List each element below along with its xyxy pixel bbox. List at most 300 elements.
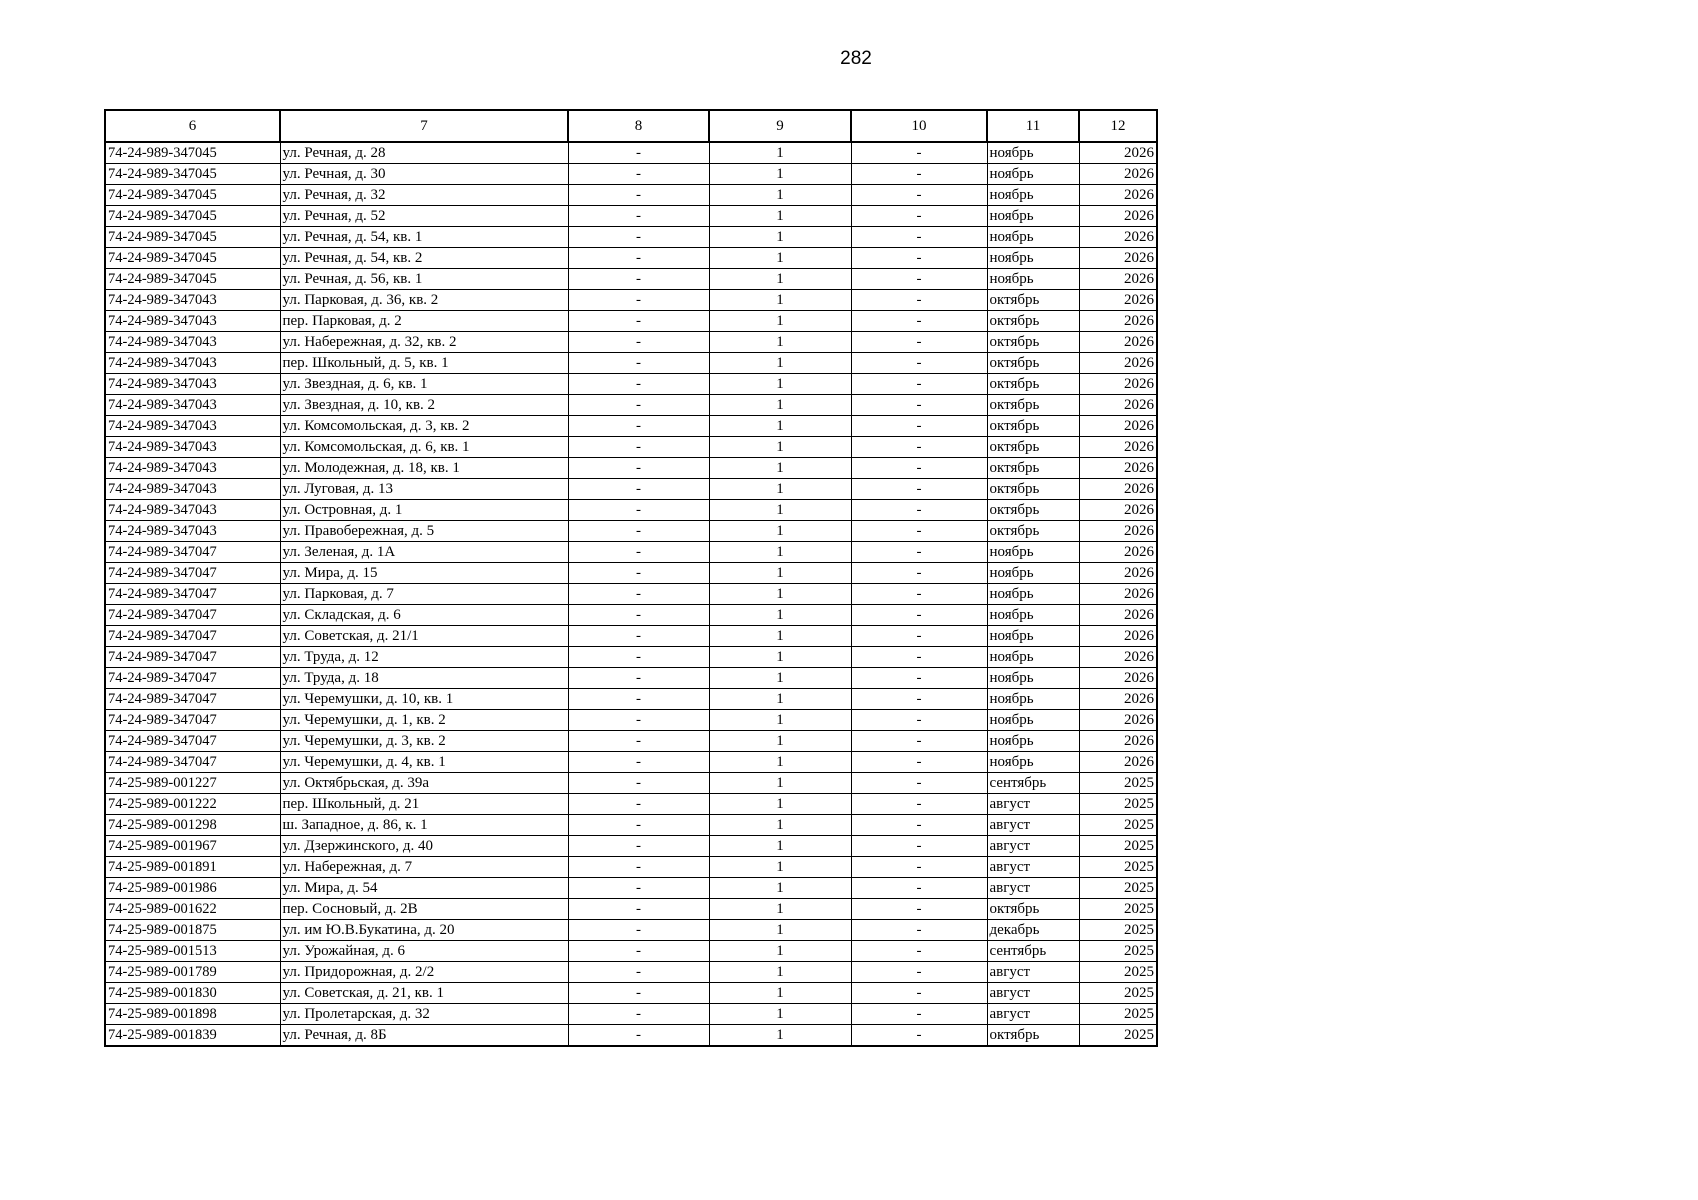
month-cell: ноябрь xyxy=(987,647,1079,668)
address-cell: ул. Складская, д. 6 xyxy=(280,605,568,626)
col-9-value-cell: 1 xyxy=(709,626,851,647)
col-9-value-cell: 1 xyxy=(709,500,851,521)
col-10-value-cell: - xyxy=(851,185,987,206)
address-cell: ул. Октябрьская, д. 39а xyxy=(280,773,568,794)
address-cell: ул. Правобережная, д. 5 xyxy=(280,521,568,542)
cadastral-number-cell: 74-24-989-347045 xyxy=(105,227,280,248)
year-cell: 2026 xyxy=(1079,458,1157,479)
col-9-value-cell: 1 xyxy=(709,878,851,899)
year-cell: 2026 xyxy=(1079,353,1157,374)
col-8-value-cell: - xyxy=(568,1004,709,1025)
col-9-value-cell: 1 xyxy=(709,794,851,815)
table-row xyxy=(105,920,1157,941)
cadastral-number-cell: 74-24-989-347043 xyxy=(105,395,280,416)
address-cell: ул. Мира, д. 54 xyxy=(280,878,568,899)
cadastral-number-cell: 74-25-989-001875 xyxy=(105,920,280,941)
address-cell: ул. Мира, д. 15 xyxy=(280,563,568,584)
address-cell: ул. Придорожная, д. 2/2 xyxy=(280,962,568,983)
table-row xyxy=(105,563,1157,584)
col-10-value-cell: - xyxy=(851,227,987,248)
address-cell: ул. Речная, д. 54, кв. 2 xyxy=(280,248,568,269)
address-cell: пер. Школьный, д. 21 xyxy=(280,794,568,815)
year-cell: 2026 xyxy=(1079,752,1157,773)
cadastral-number-cell: 74-24-989-347043 xyxy=(105,437,280,458)
table-row xyxy=(105,248,1157,269)
year-cell: 2025 xyxy=(1079,815,1157,836)
col-9-value-cell: 1 xyxy=(709,710,851,731)
header-col-9: 9 xyxy=(709,110,851,142)
address-cell: ул. Парковая, д. 7 xyxy=(280,584,568,605)
col-10-value-cell: - xyxy=(851,164,987,185)
month-cell: ноябрь xyxy=(987,269,1079,290)
cadastral-number-cell: 74-24-989-347047 xyxy=(105,626,280,647)
col-10-value-cell: - xyxy=(851,689,987,710)
table-row xyxy=(105,164,1157,185)
month-cell: август xyxy=(987,878,1079,899)
month-cell: октябрь xyxy=(987,521,1079,542)
col-8-value-cell: - xyxy=(568,332,709,353)
col-9-value-cell: 1 xyxy=(709,1004,851,1025)
col-9-value-cell: 1 xyxy=(709,584,851,605)
col-8-value-cell: - xyxy=(568,164,709,185)
cadastral-number-cell: 74-24-989-347045 xyxy=(105,142,280,164)
address-cell: ул. Советская, д. 21, кв. 1 xyxy=(280,983,568,1004)
cadastral-number-cell: 74-24-989-347043 xyxy=(105,500,280,521)
address-cell: пер. Сосновый, д. 2В xyxy=(280,899,568,920)
year-cell: 2026 xyxy=(1079,710,1157,731)
year-cell: 2026 xyxy=(1079,269,1157,290)
address-cell: ул. Набережная, д. 32, кв. 2 xyxy=(280,332,568,353)
col-8-value-cell: - xyxy=(568,479,709,500)
year-cell: 2026 xyxy=(1079,227,1157,248)
year-cell: 2026 xyxy=(1079,416,1157,437)
year-cell: 2025 xyxy=(1079,899,1157,920)
col-9-value-cell: 1 xyxy=(709,227,851,248)
cadastral-number-cell: 74-24-989-347047 xyxy=(105,605,280,626)
table-row xyxy=(105,878,1157,899)
address-cell: ул. Речная, д. 52 xyxy=(280,206,568,227)
col-10-value-cell: - xyxy=(851,668,987,689)
col-8-value-cell: - xyxy=(568,142,709,164)
table-row xyxy=(105,815,1157,836)
table-row xyxy=(105,689,1157,710)
table-row xyxy=(105,899,1157,920)
col-8-value-cell: - xyxy=(568,458,709,479)
col-9-value-cell: 1 xyxy=(709,941,851,962)
header-col-12: 12 xyxy=(1079,110,1157,142)
address-cell: ул. Речная, д. 30 xyxy=(280,164,568,185)
col-8-value-cell: - xyxy=(568,899,709,920)
col-10-value-cell: - xyxy=(851,269,987,290)
table-row xyxy=(105,437,1157,458)
col-10-value-cell: - xyxy=(851,815,987,836)
col-9-value-cell: 1 xyxy=(709,206,851,227)
table-row xyxy=(105,416,1157,437)
month-cell: ноябрь xyxy=(987,563,1079,584)
col-10-value-cell: - xyxy=(851,983,987,1004)
cadastral-number-cell: 74-25-989-001986 xyxy=(105,878,280,899)
table-row xyxy=(105,332,1157,353)
cadastral-number-cell: 74-24-989-347043 xyxy=(105,458,280,479)
col-9-value-cell: 1 xyxy=(709,437,851,458)
cadastral-number-cell: 74-24-989-347043 xyxy=(105,332,280,353)
cadastral-number-cell: 74-25-989-001222 xyxy=(105,794,280,815)
cadastral-number-cell: 74-25-989-001513 xyxy=(105,941,280,962)
year-cell: 2025 xyxy=(1079,983,1157,1004)
year-cell: 2026 xyxy=(1079,332,1157,353)
col-9-value-cell: 1 xyxy=(709,920,851,941)
col-9-value-cell: 1 xyxy=(709,836,851,857)
year-cell: 2026 xyxy=(1079,542,1157,563)
col-10-value-cell: - xyxy=(851,290,987,311)
col-9-value-cell: 1 xyxy=(709,332,851,353)
month-cell: ноябрь xyxy=(987,227,1079,248)
month-cell: август xyxy=(987,1004,1079,1025)
month-cell: сентябрь xyxy=(987,773,1079,794)
table-row xyxy=(105,142,1157,164)
col-9-value-cell: 1 xyxy=(709,290,851,311)
month-cell: ноябрь xyxy=(987,689,1079,710)
month-cell: октябрь xyxy=(987,311,1079,332)
year-cell: 2025 xyxy=(1079,794,1157,815)
col-9-value-cell: 1 xyxy=(709,164,851,185)
table-header-row xyxy=(105,110,1157,142)
col-8-value-cell: - xyxy=(568,626,709,647)
year-cell: 2026 xyxy=(1079,374,1157,395)
year-cell: 2025 xyxy=(1079,1004,1157,1025)
page-number: 282 xyxy=(840,48,872,69)
month-cell: октябрь xyxy=(987,1025,1079,1047)
table-row xyxy=(105,731,1157,752)
address-cell: ул. Речная, д. 8Б xyxy=(280,1025,568,1047)
col-10-value-cell: - xyxy=(851,395,987,416)
year-cell: 2026 xyxy=(1079,185,1157,206)
address-cell: ул. Труда, д. 18 xyxy=(280,668,568,689)
col-8-value-cell: - xyxy=(568,500,709,521)
month-cell: ноябрь xyxy=(987,185,1079,206)
month-cell: ноябрь xyxy=(987,605,1079,626)
year-cell: 2025 xyxy=(1079,920,1157,941)
year-cell: 2026 xyxy=(1079,626,1157,647)
cadastral-number-cell: 74-24-989-347047 xyxy=(105,563,280,584)
col-9-value-cell: 1 xyxy=(709,269,851,290)
month-cell: сентябрь xyxy=(987,941,1079,962)
col-8-value-cell: - xyxy=(568,878,709,899)
address-cell: ул. Парковая, д. 36, кв. 2 xyxy=(280,290,568,311)
month-cell: август xyxy=(987,815,1079,836)
table-row xyxy=(105,836,1157,857)
year-cell: 2026 xyxy=(1079,311,1157,332)
col-10-value-cell: - xyxy=(851,899,987,920)
col-8-value-cell: - xyxy=(568,437,709,458)
table-row xyxy=(105,227,1157,248)
table-row xyxy=(105,500,1157,521)
col-8-value-cell: - xyxy=(568,584,709,605)
cadastral-number-cell: 74-24-989-347047 xyxy=(105,584,280,605)
col-10-value-cell: - xyxy=(851,920,987,941)
address-cell: ул. Черемушки, д. 10, кв. 1 xyxy=(280,689,568,710)
year-cell: 2025 xyxy=(1079,836,1157,857)
month-cell: октябрь xyxy=(987,353,1079,374)
col-9-value-cell: 1 xyxy=(709,899,851,920)
cadastral-number-cell: 74-24-989-347047 xyxy=(105,752,280,773)
month-cell: август xyxy=(987,962,1079,983)
col-8-value-cell: - xyxy=(568,206,709,227)
col-8-value-cell: - xyxy=(568,710,709,731)
address-cell: ул. Зеленая, д. 1А xyxy=(280,542,568,563)
cadastral-number-cell: 74-24-989-347045 xyxy=(105,164,280,185)
col-10-value-cell: - xyxy=(851,836,987,857)
col-10-value-cell: - xyxy=(851,521,987,542)
cadastral-number-cell: 74-24-989-347047 xyxy=(105,731,280,752)
cadastral-number-cell: 74-24-989-347047 xyxy=(105,542,280,563)
col-8-value-cell: - xyxy=(568,815,709,836)
col-9-value-cell: 1 xyxy=(709,668,851,689)
year-cell: 2026 xyxy=(1079,479,1157,500)
col-8-value-cell: - xyxy=(568,731,709,752)
year-cell: 2026 xyxy=(1079,395,1157,416)
col-8-value-cell: - xyxy=(568,353,709,374)
month-cell: ноябрь xyxy=(987,584,1079,605)
year-cell: 2026 xyxy=(1079,647,1157,668)
col-10-value-cell: - xyxy=(851,248,987,269)
col-8-value-cell: - xyxy=(568,962,709,983)
year-cell: 2025 xyxy=(1079,857,1157,878)
table-row xyxy=(105,521,1157,542)
col-10-value-cell: - xyxy=(851,311,987,332)
address-cell: пер. Парковая, д. 2 xyxy=(280,311,568,332)
cadastral-number-cell: 74-25-989-001830 xyxy=(105,983,280,1004)
month-cell: ноябрь xyxy=(987,626,1079,647)
col-8-value-cell: - xyxy=(568,857,709,878)
year-cell: 2026 xyxy=(1079,563,1157,584)
table-row xyxy=(105,290,1157,311)
col-10-value-cell: - xyxy=(851,731,987,752)
year-cell: 2026 xyxy=(1079,521,1157,542)
month-cell: октябрь xyxy=(987,290,1079,311)
col-8-value-cell: - xyxy=(568,542,709,563)
col-9-value-cell: 1 xyxy=(709,752,851,773)
month-cell: ноябрь xyxy=(987,206,1079,227)
header-col-10: 10 xyxy=(851,110,987,142)
cadastral-number-cell: 74-24-989-347047 xyxy=(105,689,280,710)
month-cell: октябрь xyxy=(987,479,1079,500)
month-cell: август xyxy=(987,983,1079,1004)
table-row xyxy=(105,206,1157,227)
cadastral-number-cell: 74-25-989-001891 xyxy=(105,857,280,878)
cadastral-number-cell: 74-25-989-001298 xyxy=(105,815,280,836)
month-cell: октябрь xyxy=(987,458,1079,479)
table-body xyxy=(105,142,1157,1046)
table-row xyxy=(105,353,1157,374)
col-10-value-cell: - xyxy=(851,710,987,731)
col-9-value-cell: 1 xyxy=(709,395,851,416)
address-cell: ул. Пролетарская, д. 32 xyxy=(280,1004,568,1025)
col-8-value-cell: - xyxy=(568,185,709,206)
col-9-value-cell: 1 xyxy=(709,563,851,584)
col-9-value-cell: 1 xyxy=(709,248,851,269)
col-10-value-cell: - xyxy=(851,584,987,605)
col-9-value-cell: 1 xyxy=(709,142,851,164)
cadastral-number-cell: 74-24-989-347047 xyxy=(105,710,280,731)
address-cell: ул. им Ю.В.Букатина, д. 20 xyxy=(280,920,568,941)
cadastral-number-cell: 74-24-989-347045 xyxy=(105,206,280,227)
cadastral-number-cell: 74-25-989-001967 xyxy=(105,836,280,857)
address-cell: ул. Черемушки, д. 4, кв. 1 xyxy=(280,752,568,773)
col-9-value-cell: 1 xyxy=(709,689,851,710)
col-8-value-cell: - xyxy=(568,983,709,1004)
year-cell: 2025 xyxy=(1079,1025,1157,1047)
month-cell: ноябрь xyxy=(987,752,1079,773)
month-cell: август xyxy=(987,794,1079,815)
col-8-value-cell: - xyxy=(568,647,709,668)
month-cell: декабрь xyxy=(987,920,1079,941)
year-cell: 2026 xyxy=(1079,584,1157,605)
month-cell: октябрь xyxy=(987,437,1079,458)
month-cell: ноябрь xyxy=(987,164,1079,185)
month-cell: ноябрь xyxy=(987,142,1079,164)
col-10-value-cell: - xyxy=(851,353,987,374)
col-10-value-cell: - xyxy=(851,962,987,983)
col-8-value-cell: - xyxy=(568,563,709,584)
year-cell: 2026 xyxy=(1079,164,1157,185)
cadastral-number-cell: 74-24-989-347043 xyxy=(105,290,280,311)
col-10-value-cell: - xyxy=(851,878,987,899)
col-8-value-cell: - xyxy=(568,395,709,416)
col-8-value-cell: - xyxy=(568,941,709,962)
table-row xyxy=(105,374,1157,395)
table-row xyxy=(105,668,1157,689)
table-row xyxy=(105,857,1157,878)
year-cell: 2026 xyxy=(1079,206,1157,227)
address-cell: ул. Урожайная, д. 6 xyxy=(280,941,568,962)
cadastral-number-cell: 74-24-989-347043 xyxy=(105,374,280,395)
table-row xyxy=(105,1025,1157,1047)
address-cell: ш. Западное, д. 86, к. 1 xyxy=(280,815,568,836)
year-cell: 2026 xyxy=(1079,290,1157,311)
col-10-value-cell: - xyxy=(851,206,987,227)
col-9-value-cell: 1 xyxy=(709,962,851,983)
table-row xyxy=(105,710,1157,731)
cadastral-number-cell: 74-24-989-347043 xyxy=(105,479,280,500)
col-8-value-cell: - xyxy=(568,605,709,626)
col-10-value-cell: - xyxy=(851,647,987,668)
col-9-value-cell: 1 xyxy=(709,311,851,332)
table-row xyxy=(105,941,1157,962)
col-10-value-cell: - xyxy=(851,752,987,773)
col-9-value-cell: 1 xyxy=(709,605,851,626)
col-10-value-cell: - xyxy=(851,142,987,164)
address-cell: ул. Черемушки, д. 3, кв. 2 xyxy=(280,731,568,752)
table-row xyxy=(105,542,1157,563)
col-10-value-cell: - xyxy=(851,605,987,626)
col-8-value-cell: - xyxy=(568,269,709,290)
table-row xyxy=(105,1004,1157,1025)
col-10-value-cell: - xyxy=(851,500,987,521)
col-9-value-cell: 1 xyxy=(709,542,851,563)
month-cell: ноябрь xyxy=(987,731,1079,752)
month-cell: ноябрь xyxy=(987,710,1079,731)
col-9-value-cell: 1 xyxy=(709,416,851,437)
month-cell: ноябрь xyxy=(987,248,1079,269)
address-cell: ул. Молодежная, д. 18, кв. 1 xyxy=(280,458,568,479)
col-9-value-cell: 1 xyxy=(709,185,851,206)
cadastral-number-cell: 74-25-989-001898 xyxy=(105,1004,280,1025)
month-cell: октябрь xyxy=(987,416,1079,437)
year-cell: 2025 xyxy=(1079,962,1157,983)
col-8-value-cell: - xyxy=(568,374,709,395)
table-row xyxy=(105,479,1157,500)
month-cell: август xyxy=(987,836,1079,857)
col-8-value-cell: - xyxy=(568,416,709,437)
cadastral-number-cell: 74-25-989-001622 xyxy=(105,899,280,920)
col-9-value-cell: 1 xyxy=(709,521,851,542)
year-cell: 2026 xyxy=(1079,500,1157,521)
table-row xyxy=(105,752,1157,773)
year-cell: 2026 xyxy=(1079,142,1157,164)
table-row xyxy=(105,605,1157,626)
col-10-value-cell: - xyxy=(851,332,987,353)
col-8-value-cell: - xyxy=(568,311,709,332)
table-row xyxy=(105,983,1157,1004)
year-cell: 2025 xyxy=(1079,941,1157,962)
col-10-value-cell: - xyxy=(851,563,987,584)
address-cell: ул. Речная, д. 28 xyxy=(280,142,568,164)
year-cell: 2026 xyxy=(1079,668,1157,689)
cadastral-number-cell: 74-24-989-347043 xyxy=(105,416,280,437)
cadastral-number-cell: 74-24-989-347047 xyxy=(105,668,280,689)
month-cell: август xyxy=(987,857,1079,878)
col-9-value-cell: 1 xyxy=(709,647,851,668)
cadastral-number-cell: 74-25-989-001839 xyxy=(105,1025,280,1047)
table-row xyxy=(105,647,1157,668)
col-9-value-cell: 1 xyxy=(709,815,851,836)
year-cell: 2026 xyxy=(1079,437,1157,458)
col-10-value-cell: - xyxy=(851,1004,987,1025)
year-cell: 2025 xyxy=(1079,773,1157,794)
col-9-value-cell: 1 xyxy=(709,374,851,395)
month-cell: ноябрь xyxy=(987,668,1079,689)
col-8-value-cell: - xyxy=(568,668,709,689)
year-cell: 2026 xyxy=(1079,689,1157,710)
col-10-value-cell: - xyxy=(851,1025,987,1047)
header-col-6: 6 xyxy=(105,110,280,142)
header-col-8: 8 xyxy=(568,110,709,142)
address-cell: ул. Дзержинского, д. 40 xyxy=(280,836,568,857)
col-8-value-cell: - xyxy=(568,773,709,794)
col-8-value-cell: - xyxy=(568,836,709,857)
address-cell: ул. Черемушки, д. 1, кв. 2 xyxy=(280,710,568,731)
address-cell: ул. Советская, д. 21/1 xyxy=(280,626,568,647)
table-row xyxy=(105,458,1157,479)
col-9-value-cell: 1 xyxy=(709,731,851,752)
col-8-value-cell: - xyxy=(568,290,709,311)
address-cell: ул. Луговая, д. 13 xyxy=(280,479,568,500)
col-10-value-cell: - xyxy=(851,773,987,794)
year-cell: 2025 xyxy=(1079,878,1157,899)
address-cell: ул. Труда, д. 12 xyxy=(280,647,568,668)
month-cell: октябрь xyxy=(987,332,1079,353)
month-cell: октябрь xyxy=(987,374,1079,395)
address-cell: пер. Школьный, д. 5, кв. 1 xyxy=(280,353,568,374)
col-9-value-cell: 1 xyxy=(709,857,851,878)
cadastral-number-cell: 74-24-989-347045 xyxy=(105,269,280,290)
month-cell: октябрь xyxy=(987,500,1079,521)
table-row xyxy=(105,395,1157,416)
col-9-value-cell: 1 xyxy=(709,1025,851,1047)
table-row xyxy=(105,269,1157,290)
col-10-value-cell: - xyxy=(851,542,987,563)
